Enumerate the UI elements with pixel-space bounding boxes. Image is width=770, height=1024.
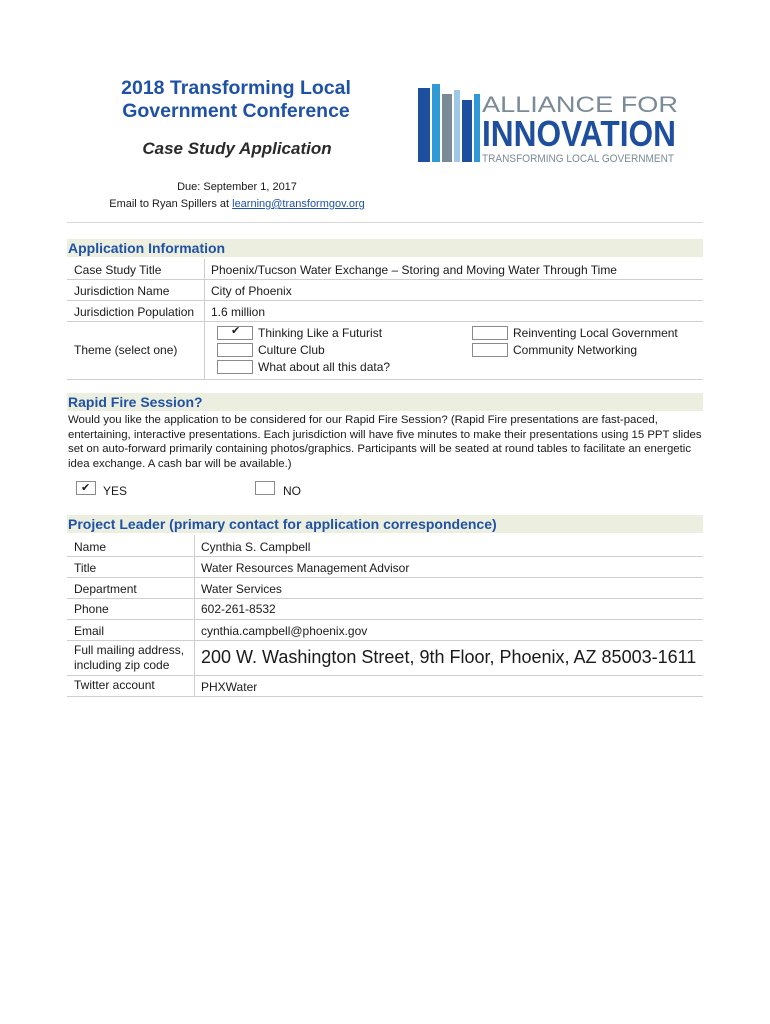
theme-checkbox-networking[interactable] (472, 343, 508, 357)
section-rapid-fire: Rapid Fire Session? (67, 393, 703, 411)
rapid-fire-yes-checkbox[interactable] (76, 481, 96, 495)
conference-title: 2018 Transforming Local Government Conference (121, 77, 351, 122)
theme-checkbox-data[interactable] (217, 360, 253, 374)
row-jurisdiction-population (67, 301, 703, 322)
field-label: Jurisdiction Population (74, 305, 195, 319)
row-department (67, 578, 703, 599)
rapid-fire-no-checkbox[interactable] (255, 481, 275, 495)
email-prefix: Email to Ryan Spillers at (109, 198, 233, 210)
name-value[interactable]: Cynthia S. Campbell (201, 540, 311, 554)
theme-checkbox-culture-club[interactable] (217, 343, 253, 357)
theme-label: Reinventing Local Government (513, 326, 678, 340)
field-label: including zip code (74, 658, 170, 672)
form-subtitle: Case Study Application (142, 139, 332, 158)
field-label: Case Study Title (74, 263, 162, 277)
theme-checkbox-reinventing[interactable] (472, 326, 508, 340)
row-case-study-title (67, 259, 703, 280)
field-label: Department (74, 582, 137, 596)
row-mailing-address (67, 641, 703, 676)
rapid-fire-no-label: NO (283, 484, 301, 498)
row-title (67, 557, 703, 578)
field-label: Twitter account (74, 678, 155, 692)
row-name (67, 535, 703, 557)
logo-line-1: ALLIANCE FOR (482, 92, 678, 117)
theme-label: Thinking Like a Futurist (258, 326, 383, 340)
department-value[interactable]: Water Services (201, 582, 282, 596)
jurisdiction-name-value[interactable]: City of Phoenix (211, 284, 292, 298)
section-application-information: Application Information (67, 239, 703, 257)
email-link[interactable]: learning@transformgov.org (232, 198, 365, 210)
row-twitter (67, 676, 703, 697)
field-label: Email (74, 624, 105, 638)
theme-checkbox-futurist[interactable] (217, 326, 253, 340)
field-label: Phone (74, 602, 109, 616)
theme-label: Culture Club (258, 343, 325, 357)
field-label: Name (74, 540, 107, 554)
alliance-for-innovation-logo (418, 84, 680, 166)
logo-line-3: TRANSFORMING LOCAL GOVERNMENT (482, 153, 675, 165)
rapid-fire-yes-label: YES (103, 484, 128, 498)
field-label: Title (74, 561, 97, 575)
top-divider (67, 222, 703, 223)
mailing-address-value[interactable]: 200 W. Washington Street, 9th Floor, Phoenix, AZ 85003-1611 (201, 647, 697, 667)
check-mark-icon: ✔ (81, 482, 91, 494)
field-label: Theme (select one) (74, 343, 178, 357)
due-date: Due: September 1, 2017 (177, 181, 297, 193)
rapid-fire-description: Would you like the application to be considered for our Rapid Fire Session? (Rapid Fire presentations are fast-paced, entertaining, interactive presentations. Each jurisdiction will have five minutes to make their presentations using 15 PPT slides set on auto-forward primarily containing photos/graphics. Participants will be seated at round tables to facilitate an energetic idea exchange. A cash bar will be available.) (68, 414, 702, 470)
field-label: Jurisdiction Name (74, 284, 170, 298)
jurisdiction-population-value[interactable]: 1.6 million (211, 305, 266, 319)
field-label: Full mailing address, (74, 643, 185, 657)
phone-value[interactable]: 602-261-8532 (201, 602, 276, 616)
case-study-title-value[interactable]: Phoenix/Tucson Water Exchange – Storing and Moving Water Through Time (211, 263, 617, 277)
row-theme (67, 322, 703, 380)
email-value[interactable]: cynthia.campbell@phoenix.gov (201, 624, 368, 638)
theme-label: What about all this data? (258, 360, 391, 374)
logo-line-2: INNOVATION (482, 113, 676, 154)
row-phone (67, 599, 703, 620)
section-project-leader: Project Leader (primary contact for application correspondence) (67, 515, 703, 533)
twitter-value[interactable]: PHXWater (201, 680, 258, 694)
row-email (67, 620, 703, 641)
email-instruction (60, 198, 414, 210)
check-mark-icon: ✔ (231, 325, 241, 337)
row-jurisdiction-name (67, 280, 703, 301)
theme-label: Community Networking (513, 343, 638, 357)
title-value[interactable]: Water Resources Management Advisor (201, 561, 410, 575)
